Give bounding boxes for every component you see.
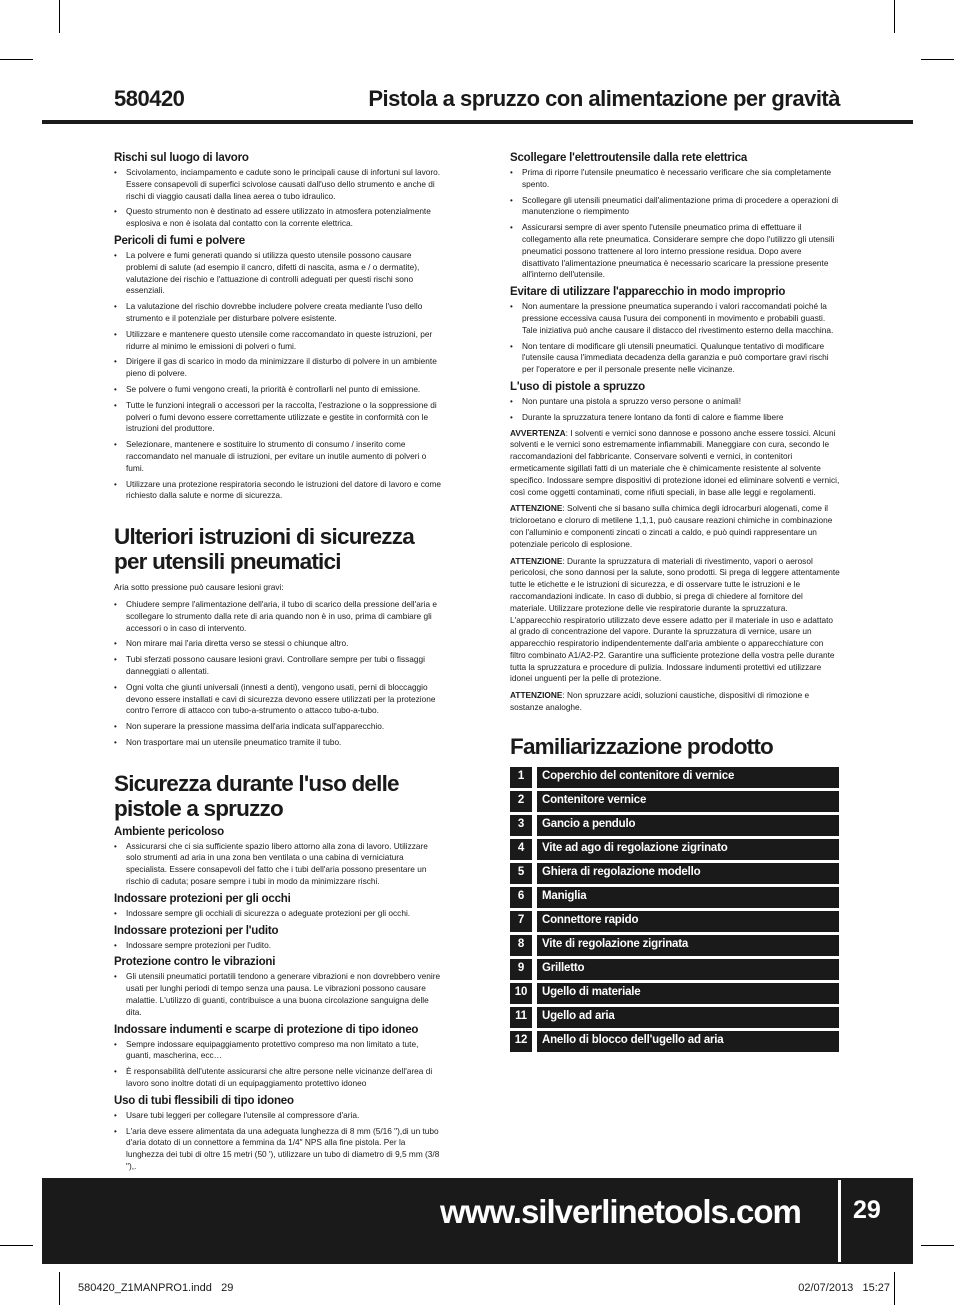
table-row [510, 983, 839, 1004]
section-title: Familiarizzazione prodotto [510, 733, 773, 759]
warning-label: AVVERTENZA [510, 427, 566, 438]
list-item: • Usare tubi leggeri per collegare l'utensile al compressore d'aria. [114, 1110, 442, 1122]
crop-mark [921, 1245, 954, 1246]
list-item: • Non mirare mai l'aria diretta verso se stessi o chiunque altro. [114, 638, 442, 650]
list-item: • La valutazione del rischio dovrebbe includere polvere creata mediante l'uso dello strumento e il potenziale per disturbare polvere esistente. [114, 301, 442, 325]
table-row [510, 839, 839, 860]
warning-text: : I solventi e vernici sono dannose e possono anche essere tossici. Alcuni solventi e le vernici sono estremamente infiammabili. Maneggiare con cura, secondo le raccomandazioni del fabbricante. Conservare solventi e vernici, in contenitori ermeticamente sigillati fatti di un materiale che è chimicamente resistente al solvente specifico. Indossare sempre dispositivi di protezione idonei ed eliminare solventi e vernici, così come oggetti contaminati, come rifiuti speciali, in base alle leggi e regolamenti. [510, 427, 840, 497]
bullet-list [114, 940, 442, 952]
warning-label: ATTENZIONE [510, 690, 563, 701]
warning-paragraph [510, 556, 840, 686]
page-number-divider [838, 1180, 841, 1262]
section-title: Sicurezza durante l'uso delle pistole a spruzzo [114, 770, 399, 821]
list-item: • Non superare la pressione massima dell'aria indicata sull'apparecchio. [114, 721, 442, 733]
list-item: • Se polvere o fumi vengono creati, la priorità è controllarli nel punto di emissione. [114, 384, 442, 396]
list-item: • Dirigere il gas di scarico in modo da minimizzare il disturbo di polvere in un ambiente pieno di polvere. [114, 356, 442, 380]
table-row [510, 1007, 839, 1028]
list-item: • Ogni volta che giunti universali (innesti a denti), vengono usati, perni di bloccaggio devono essere installati e cavi di sicurezza devono essere utilizzati per la protezione contro l'errore di attacco con tubo-a-strumento o attacco tubo-a-tubo. [114, 682, 442, 717]
part-number: 11 [510, 1007, 537, 1028]
part-number: 6 [510, 887, 537, 908]
left-column [114, 151, 442, 1204]
warning-paragraph [510, 503, 840, 550]
bullet-list [510, 396, 840, 424]
list-item: • Utilizzare e mantenere questo utensile come raccomandato in queste istruzioni, per ridurre al minimo le emissioni di polveri o fumi. [114, 329, 442, 353]
part-number: 5 [510, 863, 537, 884]
crop-mark [894, 0, 895, 33]
part-number: 12 [510, 1031, 537, 1052]
website-link[interactable]: www.silverlinetools.com [440, 1193, 801, 1230]
page-number: 29 [853, 1196, 881, 1224]
part-label: Anello di blocco dell'ugello ad aria [537, 1031, 839, 1052]
section-heading: Indossare protezioni per gli occhi [114, 892, 291, 905]
list-item: • Non tentare di modificare gli utensili pneumatici. Qualunque tentativo di modificare l'utensile causa l'immediata decadenza della garanzia e può comportare gravi rischi per l'operatore e per il personale presente nelle vicinanze. [510, 341, 840, 376]
bullet-list [510, 301, 840, 376]
table-row [510, 959, 839, 980]
list-item: • Tutte le funzioni integrali o accessori per la raccolta, l'estrazione o la soppressione di polveri o fumi devono essere correttamente utilizzate e gestite in conformità con le istruzioni del produttore. [114, 400, 442, 435]
header-rule [42, 120, 913, 124]
list-item: • Indossare sempre protezioni per l'udito. [114, 940, 442, 952]
right-column [510, 151, 840, 1055]
crop-mark [0, 59, 33, 60]
part-number: 3 [510, 815, 537, 836]
part-label: Vite ad ago di regolazione zigrinato [537, 839, 839, 860]
crop-mark [59, 0, 60, 33]
warning-text: : Solventi che si basano sulla chimica degli idrocarburi alogenati, come il tricloroetano e cloruro di metilene 1,1,1, può causare reazioni chimiche in combinazione con l'alluminio e componenti zincati o zincati a caldo, e può quindi rappresentare un potenziale pericolo di esplosione. [510, 503, 833, 549]
list-item: • Scivolamento, inciampamento e cadute sono le principali cause di infortuni sul lavoro. Essere consapevoli di superfici scivolose causati dall'uso dello strumento e anche di rischi di viaggio causati dalla linea aerea o tubo idraulico. [114, 167, 442, 202]
list-item: • Utilizzare una protezione respiratoria secondo le istruzioni del datore di lavoro e come richiesto dalla salute e norme di sicurezza. [114, 479, 442, 503]
part-label: Connettore rapido [537, 911, 839, 932]
list-item: • Non puntare una pistola a spruzzo verso persone o animali! [510, 396, 840, 408]
part-label: Vite di regolazione zigrinata [537, 935, 839, 956]
bullet-list [114, 1039, 442, 1090]
section-heading: Ambiente pericoloso [114, 825, 224, 838]
section-heading: Protezione contro le vibrazioni [114, 956, 276, 969]
part-label: Ugello ad aria [537, 1007, 839, 1028]
list-item: • Non aumentare la pressione pneumatica superando i valori raccomandati poiché la pressione eccessiva causa l'usura dei componenti in movimento e probabili guasti. Tale iniziativa può anche causare il distacco del rivestimento esterno della macchina. [510, 301, 840, 336]
part-label: Coperchio del contenitore di vernice [537, 767, 839, 788]
table-row [510, 863, 839, 884]
model-number: 580420 [114, 86, 185, 111]
warning-paragraph [510, 690, 840, 714]
list-item: • Selezionare, mantenere e sostituire lo strumento di consumo / inserito come raccomandato nel manuale di istruzioni, per evitare un inutile aumento di polveri o fumi. [114, 439, 442, 474]
section-heading: Uso di tubi flessibili di tipo idoneo [114, 1094, 294, 1107]
part-label: Gancio a pendulo [537, 815, 839, 836]
list-item: • Non trasportare mai un utensile pneumatico tramite il tubo. [114, 737, 442, 749]
bullet-list [114, 599, 442, 749]
part-label: Ghiera di regolazione modello [537, 863, 839, 884]
section-heading: Rischi sul luogo di lavoro [114, 152, 249, 164]
list-item: • Prima di riporre l'utensile pneumatico è necessario verificare che sia completamente spento. [510, 167, 840, 191]
list-item: • Indossare sempre gli occhiali di sicurezza o adeguate protezioni per gli occhi. [114, 908, 442, 920]
list-item: • Questo strumento non è destinato ad essere utilizzato in atmosfera potenzialmente esplosiva e non è isolata dal contatto con la corrente elettrica. [114, 206, 442, 230]
crop-mark [59, 1272, 60, 1305]
warning-label: ATTENZIONE [510, 555, 563, 566]
list-item: • La polvere e fumi generati quando si utilizza questo utensile possono causare problemi di salute (ad esempio il cancro, difetti di nascita, asma e / o dermatite), valutazione dei rischio e l'attuazione di controlli adeguati per questi rischi sono essenziali. [114, 250, 442, 297]
bullet-list [510, 167, 840, 281]
list-item: • Chiudere sempre l'alimentazione dell'aria, il tubo di scarico della pressione dell'aria e scollegare lo strumento dalla rete di aria quando non è in uso, prima di cambiare gli accessori o in caso di intervento. [114, 599, 442, 634]
crop-mark [0, 1245, 33, 1246]
table-row [510, 887, 839, 908]
section-heading: L'uso di pistole a spruzzo [510, 380, 645, 393]
section-heading: Evitare di utilizzare l'apparecchio in modo improprio [510, 286, 786, 299]
list-item: • Assicurarsi sempre di aver spento l'utensile pneumatico prima di effettuare il collegamento alla rete pneumatica. Considerare sempre che dopo l'utilizzo gli utensili pneumatici possono trattenere al loro interno pressione residua. Dopo avere disattivato l'alimentazione pneumatica è necessario scaricare la pressione presente all'interno dell'utensile. [510, 222, 840, 281]
page-title: Pistola a spruzzo con alimentazione per gravità [368, 86, 840, 111]
table-row [510, 791, 839, 812]
list-item: • Sempre indossare equipaggiamento protettivo compreso ma non limitato a tute, guanti, mascherina, ecc… [114, 1039, 442, 1063]
list-item: • Durante la spruzzatura tenere lontano da fonti di calore e fiamme libere [510, 412, 840, 424]
section-heading: Scollegare l'elettroutensile dalla rete elettrica [510, 152, 748, 164]
part-label: Ugello di materiale [537, 983, 839, 1004]
intro-text: Aria sotto pressione può causare lesioni gravi: [114, 582, 284, 593]
part-number: 7 [510, 911, 537, 932]
part-label: Grilletto [537, 959, 839, 980]
table-row [510, 815, 839, 836]
crop-mark [894, 1272, 895, 1305]
bullet-list [114, 250, 442, 502]
table-row [510, 767, 839, 788]
page-header [114, 86, 840, 116]
bullet-list [114, 908, 442, 920]
part-number: 8 [510, 935, 537, 956]
section-heading: Pericoli di fumi e polvere [114, 234, 245, 247]
crop-mark [921, 59, 954, 60]
date-slug: 02/07/2013 15:27 [798, 1282, 890, 1294]
part-label: Contenitore vernice [537, 791, 839, 812]
part-number: 2 [510, 791, 537, 812]
list-item: • È responsabilità dell'utente assicurarsi che altre persone nelle vicinanze dell'area di lavoro sono inoltre dotati di un equipaggiamento protettivo idoneo [114, 1066, 442, 1090]
file-slug: 580420_Z1MANPRO1.indd 29 [78, 1282, 234, 1294]
part-label: Maniglia [537, 887, 839, 908]
bullet-list [114, 971, 442, 1018]
table-row [510, 1031, 839, 1052]
warning-label: ATTENZIONE [510, 503, 563, 514]
section-title: Ulteriori istruzioni di sicurezza per utensili pneumatici [114, 524, 414, 575]
list-item: • L'aria deve essere alimentata da una adeguata lunghezza di 8 mm (5/16 "),di un tubo d'aria dotato di un connettore a femmina da 1/4" NPS alla fine pistola. Per la lunghezza dei tubi di oltre 15 metri (50 '), utilizzare un tubo di diametro di 9,5 mm (3/8 "),. [114, 1126, 442, 1173]
section-heading: Indossare protezioni per l'udito [114, 924, 279, 937]
section-heading: Indossare indumenti e scarpe di protezione di tipo idoneo [114, 1023, 419, 1036]
part-number: 1 [510, 767, 537, 788]
warning-text: : Non spruzzare acidi, soluzioni caustiche, dispositivi di rimozione e sostanze analoghe. [510, 690, 810, 713]
list-item: • Gli utensili pneumatici portatili tendono a generare vibrazioni e non dovrebbero venire usati per lunghi periodi di tempo senza una pausa. Le vibrazioni possono causare malattie. L'utilizzo di guanti, contribuisce a una buona circolazione sanguigna delle dita. [114, 971, 442, 1018]
part-number: 9 [510, 959, 537, 980]
list-item: • Tubi sferzati possono causare lesioni gravi. Controllare sempre per tubi o fissaggi danneggiati o allentati. [114, 654, 442, 678]
warning-text: : Durante la spruzzatura di materiali di rivestimento, vapori o aerosol pericolosi, che sono dannosi per la salute, sono prodotti. Si prega di leggere attentamente tutte le etichette e le istruzioni di sicurezza, e di osservare tutte le istruzioni e le raccomandazioni indicate. In caso di dubbio, si prega di chiedere al fornitore del materiale. Utilizzare protezione delle vie respiratorie durante la spruzzatura. L'apparecchio respiratorio utilizzato deve essere adatto per il materiale in uso e adattato al grado di concentrazione del vapore. Durante la spruzzatura di vernice, usare un apparecchio respiratorio indipendentemente dall'aria ambiente o apparecchiature con filtro combinato A1/A2-P2. Garantire una sufficiente protezione della vostra pelle durante tutta la spruzzatura e procedure di pulizia. Indossare indumenti protettivi ed utilizzare idonei unguenti per la pelle di protezione. [510, 555, 840, 684]
bullet-list [114, 841, 442, 888]
list-item: • Scollegare gli utensili pneumatici dall'alimentazione prima di procedere a operazioni di manutenzione o riempimento [510, 195, 840, 219]
warning-paragraph [510, 428, 840, 499]
table-row [510, 935, 839, 956]
bullet-list [114, 167, 442, 230]
parts-table [510, 764, 839, 1055]
list-item: • Assicurarsi che ci sia sufficiente spazio libero attorno alla zona di lavoro. Utilizzare solo strumenti ad aria in una zona ben ventilata o una cabina di verniciatura specialista. Essere consapevoli del fatto che i tubi dell'aria possono presentare un rischio di caduta; posare sempre i tubi in modo da minimizzare rischi. [114, 841, 442, 888]
part-number: 4 [510, 839, 537, 860]
table-row [510, 911, 839, 932]
part-number: 10 [510, 983, 537, 1004]
